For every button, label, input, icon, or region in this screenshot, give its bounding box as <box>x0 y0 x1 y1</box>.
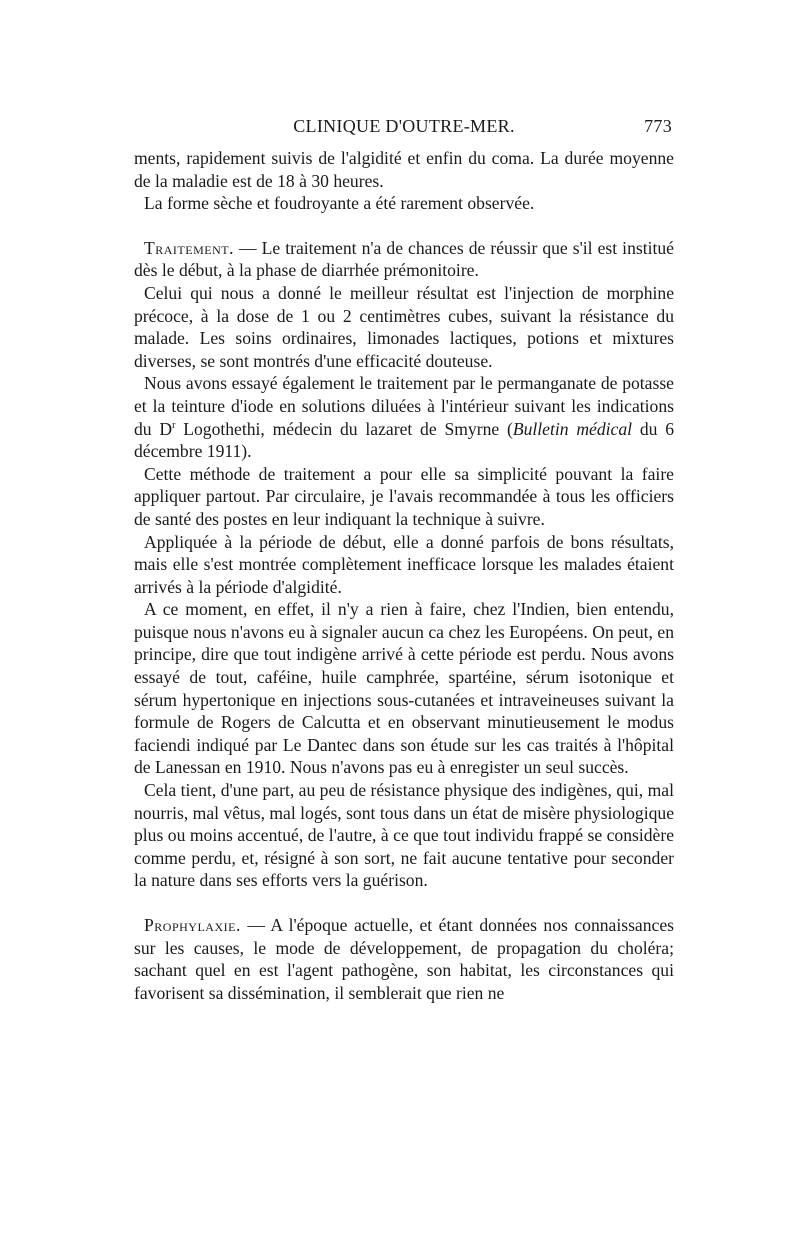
citation-title: Bulletin médical <box>512 418 633 439</box>
paragraph-prophylaxis <box>134 914 674 1004</box>
section-heading-treatment: Traitement. <box>144 237 234 258</box>
body-text <box>134 147 674 1004</box>
paragraph-text: — A l'époque actuelle, et étant données nos connaissances sur les causes, le mode de développement, de propagation du choléra; sachant quel en est l'agent pathogène, son habitat, les circonstances qui favorisent sa dissémination, il semblerait que rien ne <box>134 915 674 1003</box>
paragraph-morphine: Celui qui nous a donné le meilleur résultat est l'injection de morphine précoce, à la dose de 1 ou 2 centimètres cubes, suivant la résistance du malade. Les soins ordinaires, limonades lactiques, potions et mixtures diverses, se sont montrés d'une efficacité douteuse. <box>134 282 674 371</box>
paragraph-text: du 6 décembre 1911). <box>134 418 675 462</box>
paragraph-text: Nous avons essayé également le traitement par le permanganate de potasse et la teinture d'iode en solutions diluées à l'intérieur suivant les indications du D <box>134 373 674 439</box>
paragraph-algidity: A ce moment, en effet, il n'y a rien à faire, chez l'Indien, bien entendu, puisque nous n'avons eu à signaler aucun ca chez les Européens. On peut, en principe, dire que tout indigène arrivé à cette période est perdu. Nous avons essayé de tout, caféine, huile camphrée, spartéine, sérum isotonique et sérum hypertonique en injections sous-cutanées et intraveineuses suivant la formule de Rogers de Calcutta et en observant minutieusement le modus faciendi indiqué par Le Dantec dans son étude sur les cas traités à l'hôpital de Lanessan en 1910. Nous n'avons pas eu à enregister un seul succès. <box>134 599 674 778</box>
paragraph-text: — Le traitement n'a de chances de réussir que s'il est institué dès le début, à la phase de diarrhée prémonitoire. <box>134 237 674 281</box>
paragraph-method: Cette méthode de traitement a pour elle sa simplicité pouvant la faire appliquer partout. Par circulaire, je l'avais recommandée à tous les officiers de santé des postes en leur indiquant la technique à suivre. <box>134 463 674 529</box>
paragraph-dry-form: La forme sèche et foudroyante a été rarement observée. <box>144 193 535 214</box>
paragraph-permanganate <box>134 372 674 462</box>
paragraph-continuation: ments, rapidement suivis de l'algidité et enfin du coma. La durée moyenne de la maladie est de 18 à 30 heures. <box>134 148 674 191</box>
paragraph-causes: Cela tient, d'une part, au peu de résistance physique des indigènes, qui, mal nourris, mal vêtus, mal logés, sont tous dans un état de misère physiologique plus ou moins accentué, de l'autre, à ce que tout individu frappé se considère comme perdu, et, résigné à son sort, ne fait aucune tentative pour seconder la nature dans ses efforts vers la guérison. <box>134 780 674 891</box>
section-heading-prophylaxis: Prophylaxie. <box>144 915 241 935</box>
page-number: 773 <box>644 116 672 136</box>
section-spacer <box>134 892 674 914</box>
paragraph-text: Logothethi, médecin du lazaret de Smyrne ( <box>175 418 513 439</box>
section-spacer <box>134 215 674 237</box>
running-head <box>134 116 674 138</box>
superscript: r <box>172 419 176 431</box>
running-title: CLINIQUE D'OUTRE-MER. <box>293 116 515 136</box>
paragraph-treatment <box>134 237 674 282</box>
paragraph-results: Appliquée à la période de début, elle a donné parfois de bons résultats, mais elle s'est montrée complètement inefficace lorsque les malades étaient arrivés à la période d'algidité. <box>134 531 674 597</box>
